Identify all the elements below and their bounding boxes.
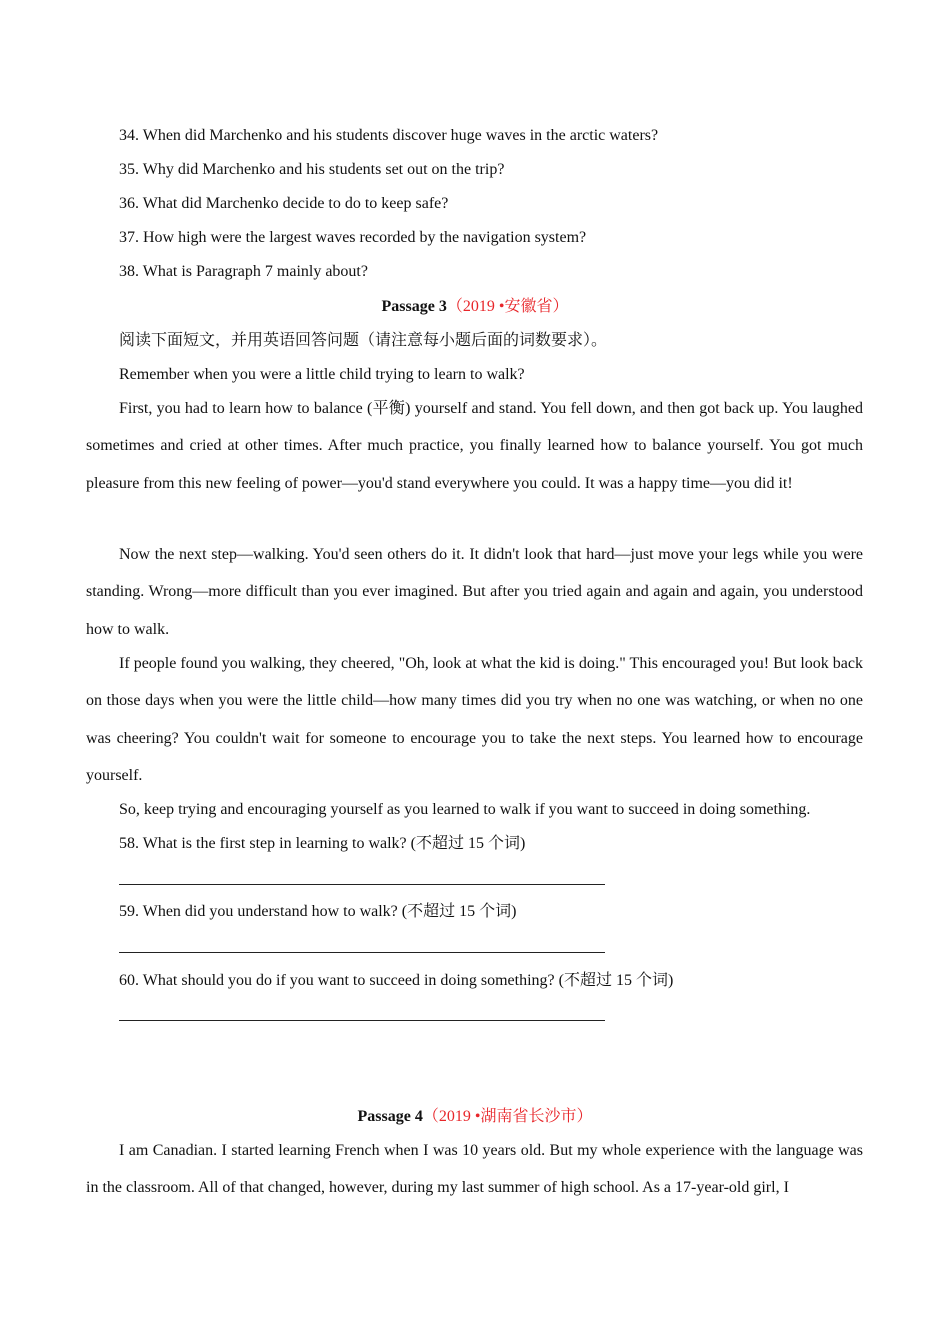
question-35: 35. Why did Marchenko and his students set out on the trip? bbox=[119, 161, 505, 178]
question-37: 37. How high were the largest waves recorded by the navigation system? bbox=[119, 229, 587, 246]
passage-title: Passage 4 bbox=[357, 1108, 423, 1125]
passage-3-heading bbox=[0, 297, 950, 317]
passage-source: 2019 •湖南省长沙市 bbox=[438, 1108, 577, 1125]
passage-3-paragraph-1: Remember when you were a little child trying to learn to walk? bbox=[119, 366, 525, 383]
passage-title: Passage 3 bbox=[381, 298, 447, 315]
passage-4-heading bbox=[0, 1107, 950, 1127]
question-60: 60. What should you do if you want to succeed in doing something? (不超过 15 个词) bbox=[119, 972, 674, 989]
passage-3-paragraph-4: If people found you walking, they cheered, "Oh, look at what the kid is doing." This encouraged you! But look back on those days when you were the little child—how many times did you try when no one was watching, or when no one was cheering? You couldn't wait for someone to encourage you to take the next steps. You learned how to encourage yourself. bbox=[86, 655, 863, 784]
paren: ） bbox=[576, 1108, 593, 1125]
question-34: 34. When did Marchenko and his students discover huge waves in the arctic waters? bbox=[119, 127, 659, 144]
passage-3-paragraph-5: So, keep trying and encouraging yourself as you learned to walk if you want to succeed in doing something. bbox=[119, 801, 811, 818]
answer-line-58[interactable] bbox=[119, 884, 605, 885]
paren: ） bbox=[552, 298, 569, 315]
question-59: 59. When did you understand how to walk? (不超过 15 个词) bbox=[119, 903, 517, 920]
question-36: 36. What did Marchenko decide to do to keep safe? bbox=[119, 195, 449, 212]
passage-3-instruction: 阅读下面短文，并用英语回答问题（请注意每小题后面的词数要求）。 bbox=[119, 332, 608, 349]
answer-line-60[interactable] bbox=[119, 1020, 605, 1021]
paren: （ bbox=[422, 1108, 439, 1125]
paren: （ bbox=[446, 298, 463, 315]
passage-3-paragraph-2: First, you had to learn how to balance (平衡) yourself and stand. You fell down, and then got back up. You laughed sometimes and cried at other times. After much practice, you finally learned how to balance yourself. You got much pleasure from this new feeling of power—you'd stand everywhere you could. It was a happy time—you did it! bbox=[86, 400, 863, 492]
passage-4-paragraph-1: I am Canadian. I started learning French when I was 10 years old. But my whole experience with the language was in the classroom. All of that changed, however, during my last summer of high school. As a 17-year-old girl, I bbox=[86, 1142, 863, 1197]
passage-3-paragraph-3: Now the next step—walking. You'd seen others do it. It didn't look that hard—just move your legs while you were standing. Wrong—more difficult than you ever imagined. But after you tried again and again and again, you understood how to walk. bbox=[86, 546, 863, 638]
question-58: 58. What is the first step in learning to walk? (不超过 15 个词) bbox=[119, 835, 526, 852]
passage-source: 2019 •安徽省 bbox=[462, 298, 553, 315]
question-38: 38. What is Paragraph 7 mainly about? bbox=[119, 263, 368, 280]
answer-line-59[interactable] bbox=[119, 952, 605, 953]
